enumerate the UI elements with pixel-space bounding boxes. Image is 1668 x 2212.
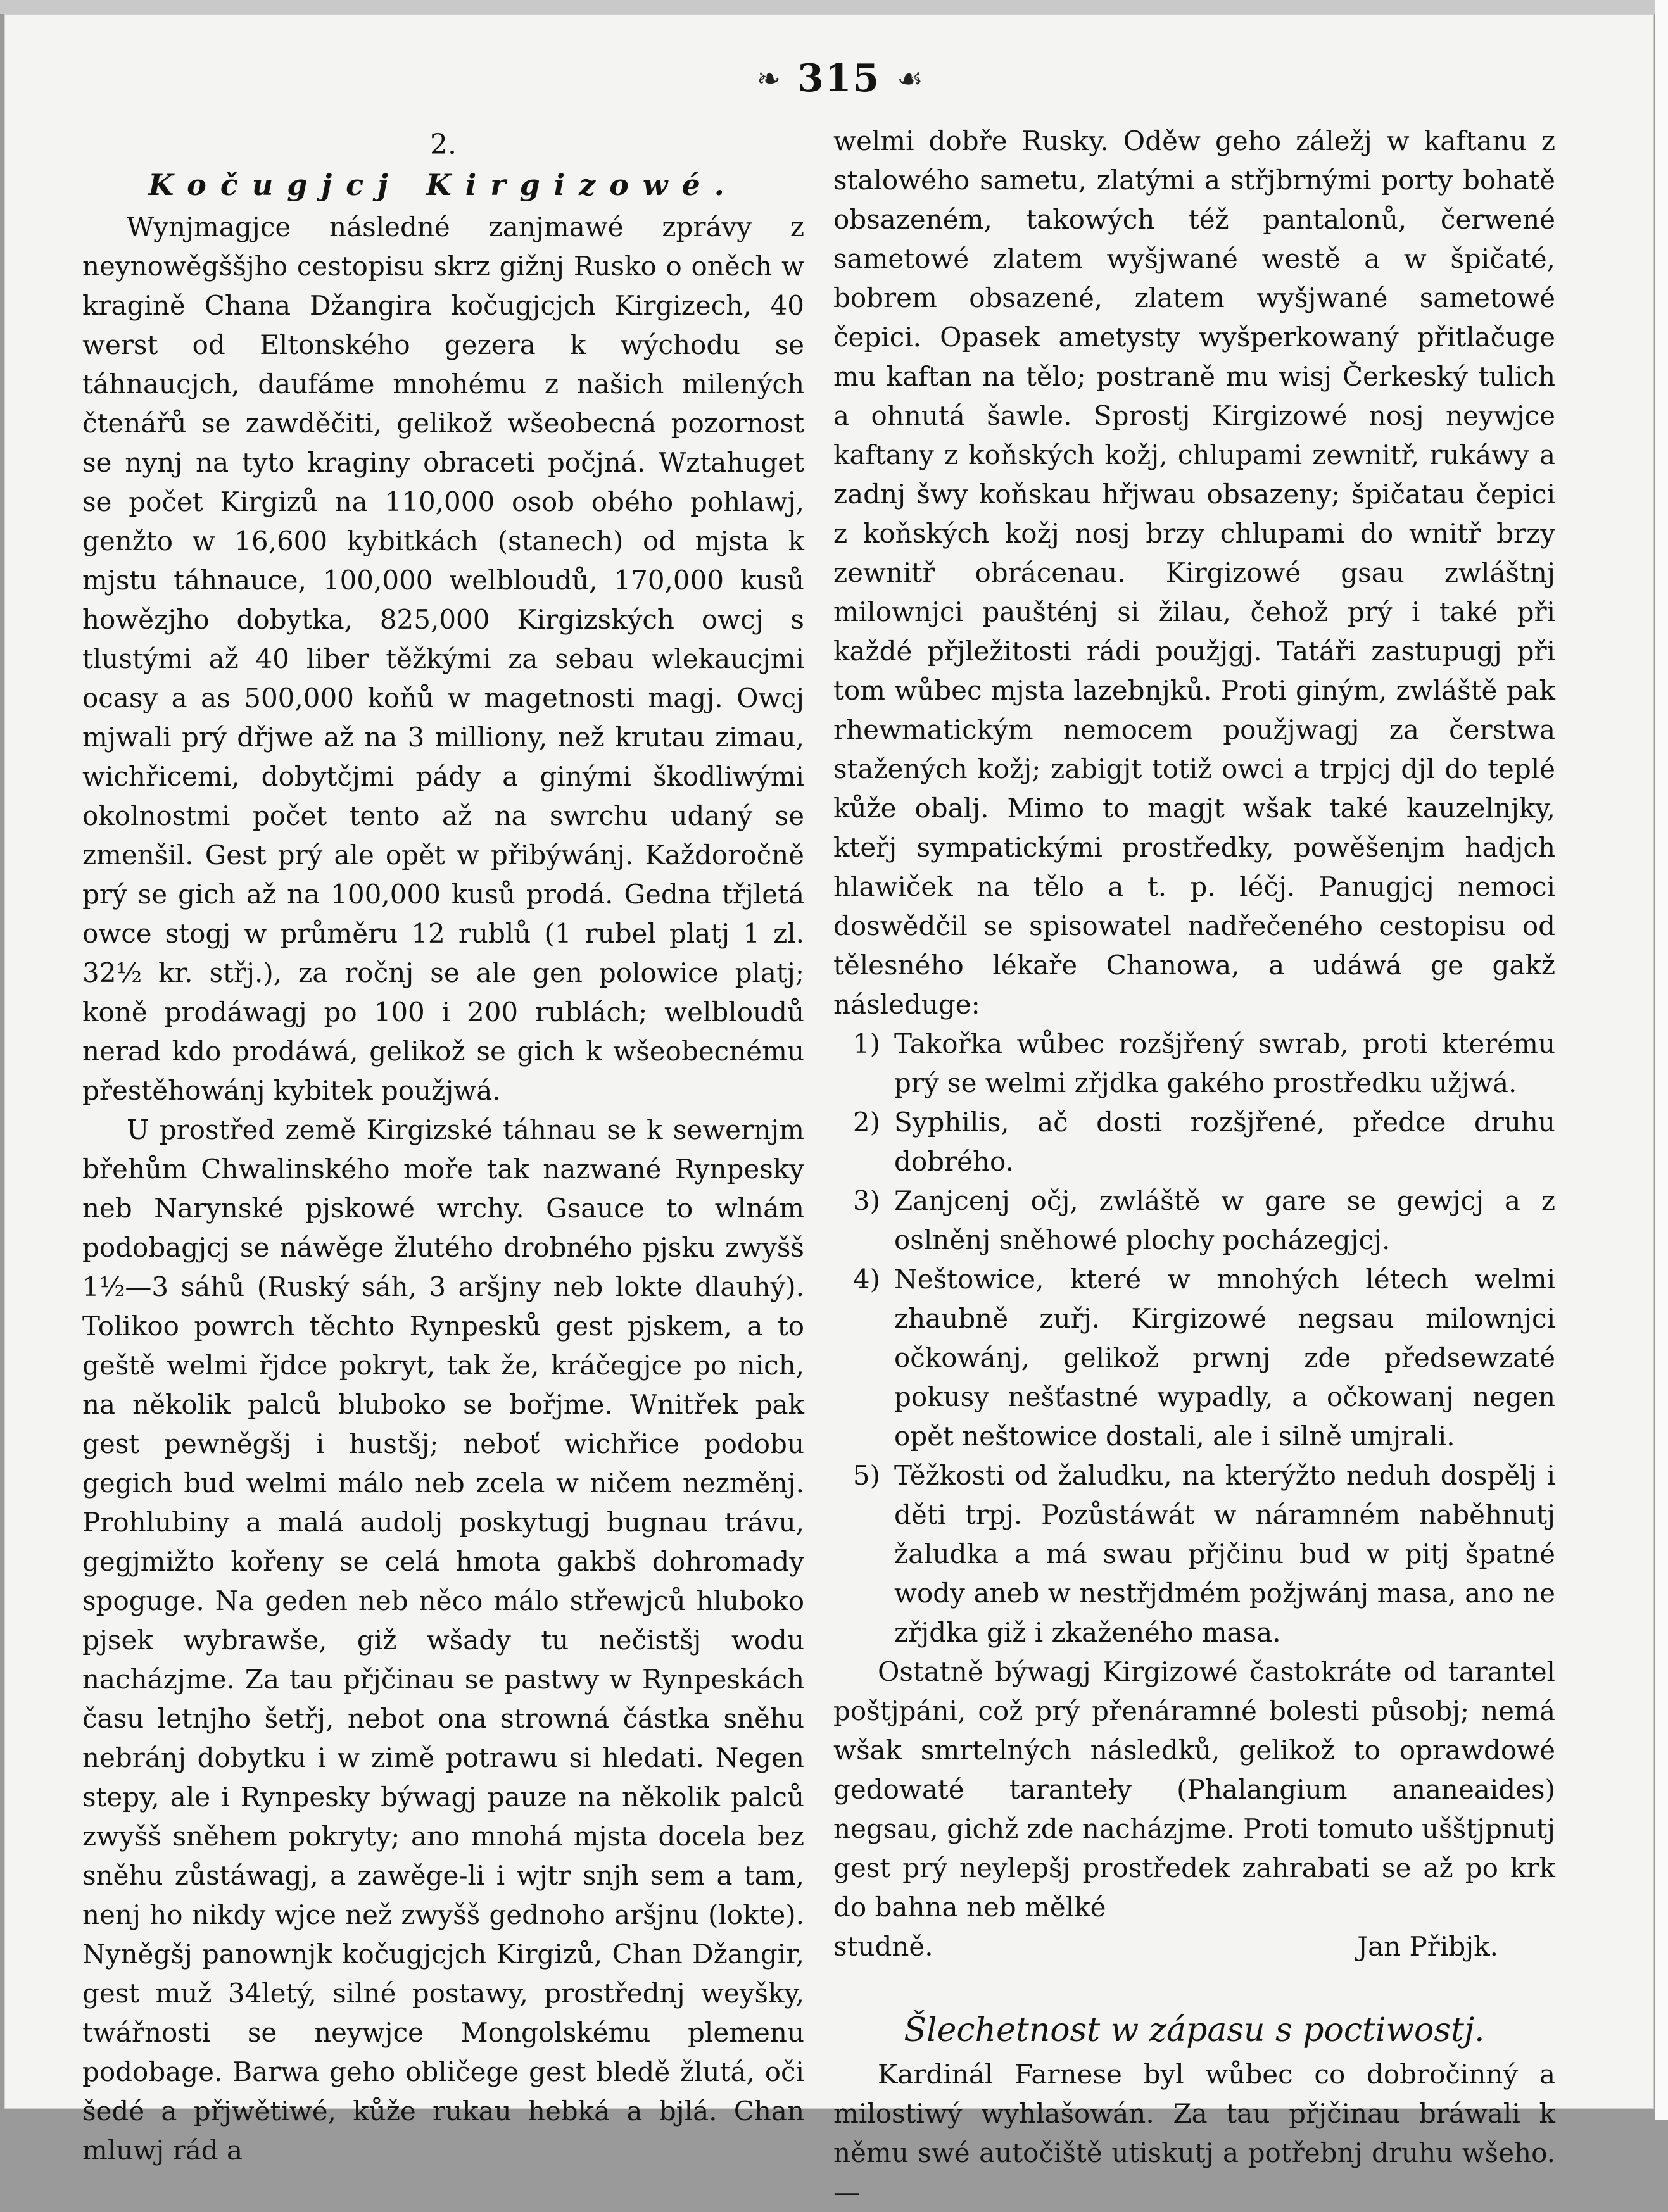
second-article-title: Šlechetnost w zápasu s poctiwostj. [904, 2011, 1485, 2049]
left-column [82, 122, 804, 2170]
disease-list [833, 1024, 1555, 1652]
article-paragraph-continued: welmi dobře Rusky. Oděw geho záležj w kaftanu z stalowého sametu, zlatými a střjbrnými porty bohatě obsazeném, takowých též pantalonů, čerwené sametowé zlatem wyšjwané westě a w špičaté, bobrem obsazené, zlatem wyšjwané sametowé čepici. Opasek ametysty wyšperkowaný přitlačuge mu kaftan na tělo; postraně mu wisj Čerkeský tulich a ohnutá šawle. Sprostj Kirgizowé nosj neywjce kaftany z koňských kožj, chlupami zewnitř, rukáwy a zadnj šwy koňskau hřjwau obsazeny; špičatau čepici z koňských kožj nosj brzy chlupami do wnitř brzy zewnitř obrácenau. Kirgizowé gsau zwláštnj milownjci paušténj si žilau, čehož prý i také při každé přjležitosti rádi použjgj. Tatáři zastupugj při tom wůbec mjsta lazebnjků. Proti giným, zwláště pak rhewmatickým nemocem použjwagj za čerstwa stažených kožj; zabigjt totiž owci a trpjcj djl do teplé kůže obalj. Mimo to magjt wšak také kauzelnjky, kteřj sympatickými prostředky, powěšenjm hadjch hlawiček na tělo a t. p. léčj. Panugjcj nemoci doswědčil se spisowatel nadřečeného cestopisu od tělesného lékaře Chanowa, a udáwá ge gakž následuge: [833, 125, 1555, 1020]
right-column [833, 122, 1555, 2212]
second-article-paragraph: Kardinál Farnese byl wůbec co dobročinný a milostiwý wyhlašowán. Za tau přjčinau bráwali k němu swé autočiště utiskutj a potřebnj druhu wšeho. — [833, 2059, 1555, 2208]
left-ornament-icon: ❧ [756, 61, 781, 96]
list-item: 3) Zanjcenj očj, zwláště w gare se gewjcj a z oslněnj sněhowé plochy pocházegjcj. [852, 1185, 1555, 1255]
page-number: 315 [797, 56, 881, 101]
section-number: 2. [430, 129, 457, 161]
list-item: 2) Syphilis, ač dosti rozšjřené, předce druhu dobrého. [852, 1107, 1555, 1177]
list-item: 5) Těžkosti od žaludku, na kterýžto neduh dospělj i děti trpj. Pozůstáwát w náramném naběhnutj žaludka a má swau přjčinu bud w pitj špatné wody aneb w nestřjdmém požjwánj masa, ano ne zřjdka giž i zkaženého masa. [852, 1460, 1555, 1648]
right-ornament-icon: ☙ [897, 61, 923, 96]
article-paragraph-1: Wynjmagjce následné zanjmawé zprávy z neynowěgššjho cestopisu skrz gižnj Rusko o oněch w kragině Chana Džangira kočugjcjch Kirgizech, 40 werst od Eltonského gezera k wýchodu se táhnaucjch, daufáme mnohému z našich milených čtenářů se zawděčiti, gelikož wšeobecná pozornost se nynj na tyto kraginy obraceti počjná. Wztahuget se počet Kirgizů na 110,000 osob obého pohlawj, genžto w 16,600 kybitkách (stanech) od mjsta k mjstu táhnauce, 100,000 welbloudů, 170,000 kusů howězjho dobytka, 825,000 Kirgizských owcj s tlustými až 40 liber těžkými za sebau wlekaucjmi ocasy a as 500,000 koňů w magetnosti magj. Owcj mjwali prý dřjwe až na 3 milliony, než krutau zimau, wichřicemi, dobytčjmi pády a ginými škodliwými okolnostmi počet tento až na swrchu udaný se zmenšil. Gest prý ale opět w přibýwánj. Každoročně prý se gich až na 100,000 kusů prodá. Gedna třjletá owce stogj w průměru 12 rublů (1 rubel platj 1 zl. 32½ kr. střj.), za ročnj se ale gen polowice platj; koně prodáwagj po 100 i 200 rublách; welbloudů nerad kdo prodáwá, gelikož se gich k wšeobecnému přestěhowánj kybitek použjwá. [82, 211, 804, 1106]
article-paragraph-2: U prostřed země Kirgizské táhnau se k sewernjm břehům Chwalinského moře tak nazwané Rynpesky neb Narynské pjskowé wrchy. Gsauce to wlnám podobagjcj se náwěge žlutého drobného pjsku zwyšš 1½—3 sáhů (Ruský sáh, 3 aršjny neb lokte dlauhý). Tolikoo powrch těchto Rynpesků gest pjskem, a to geště welmi řjdce pokryt, tak že, kráčegjce po nich, na několik palců bluboko se bořjme. Wnitřek pak gest pewněgšj i hustšj; neboť wichřice podobu gegich bud welmi málo neb zcela w ničem nezměnj. Prohlubiny a malá audolj poskytugj bugnau trávu, gegjmižto kořeny se celá hmota gakbš dohromady spoguge. Na geden neb něco málo střewjců hluboko pjsek wybrawše, giž wšady tu nečistšj wodu nacházjme. Za tau přjčinau se pastwy w Rynpeskách času letnjho šetřj, nebot ona strowná částka sněhu nebránj dobytku i w zimě potrawu si hledati. Negen stepy, ale i Rynpesky býwagj pauze na několik palců zwyšš sněhem pokryty; ano mnohá mjsta docela bez sněhu zůstáwagj, a zawěge-li i wjtr snjh sem a tam, nenj ho nikdy wjce než zwyšš gednoho aršjnu (lokte). Nyněgšj panownjk kočugjcjch Kirgizů, Chan Džangir, gest muž 34letý, silné postawy, prostřednj weyšky, twářnosti se neywjce Mongolskému plemenu podobage. Barwa geho obličege gest bledě žlutá, oči šedé a přjwětiwé, kůže rukau hebká a bjlá. Chan mluwj rád a [82, 1114, 804, 2166]
list-item: 4) Neštowice, které w mnohých létech welmi zhaubně zuřj. Kirgizowé negsau milownjci očkowánj, gelikož prwnj zde předsewzaté pokusy nešťastné wypadly, a očkowanj negen opět neštowice dostali, ale i silně umjrali. [852, 1264, 1555, 1452]
closing-word: studně. [833, 1931, 933, 1962]
page-sheet [4, 14, 1654, 2208]
signature-row [833, 1927, 1555, 1966]
section-title: Kočugjcj Kirgizowé. [148, 168, 738, 202]
scan-right-edge [1655, 0, 1668, 2120]
page-header [675, 53, 1004, 104]
article-paragraph-closing: Ostatně býwagj Kirgizowé častokráte od tarantel poštjpáni, což prý přenáramné bolesti působj; nemá wšak smrtelných následků, gelikož to oprawdowé gedowaté taranteły (Phalangium ananeaides) negsau, gichž zde nacházjme. Proti tomuto ušštjpnutj gest prý neylepšj prostředek zahrabati se až po krk do bahna neb mělké [833, 1656, 1555, 1923]
author-signature: Jan Přibjk. [1357, 1931, 1498, 1962]
scan-top-edge [0, 0, 1668, 14]
list-item: 1) Takořka wůbec rozšjřený swrab, proti kterému prý se welmi zřjdka gakého prostředku užjwá. [852, 1028, 1555, 1098]
section-divider [1049, 1983, 1340, 1985]
